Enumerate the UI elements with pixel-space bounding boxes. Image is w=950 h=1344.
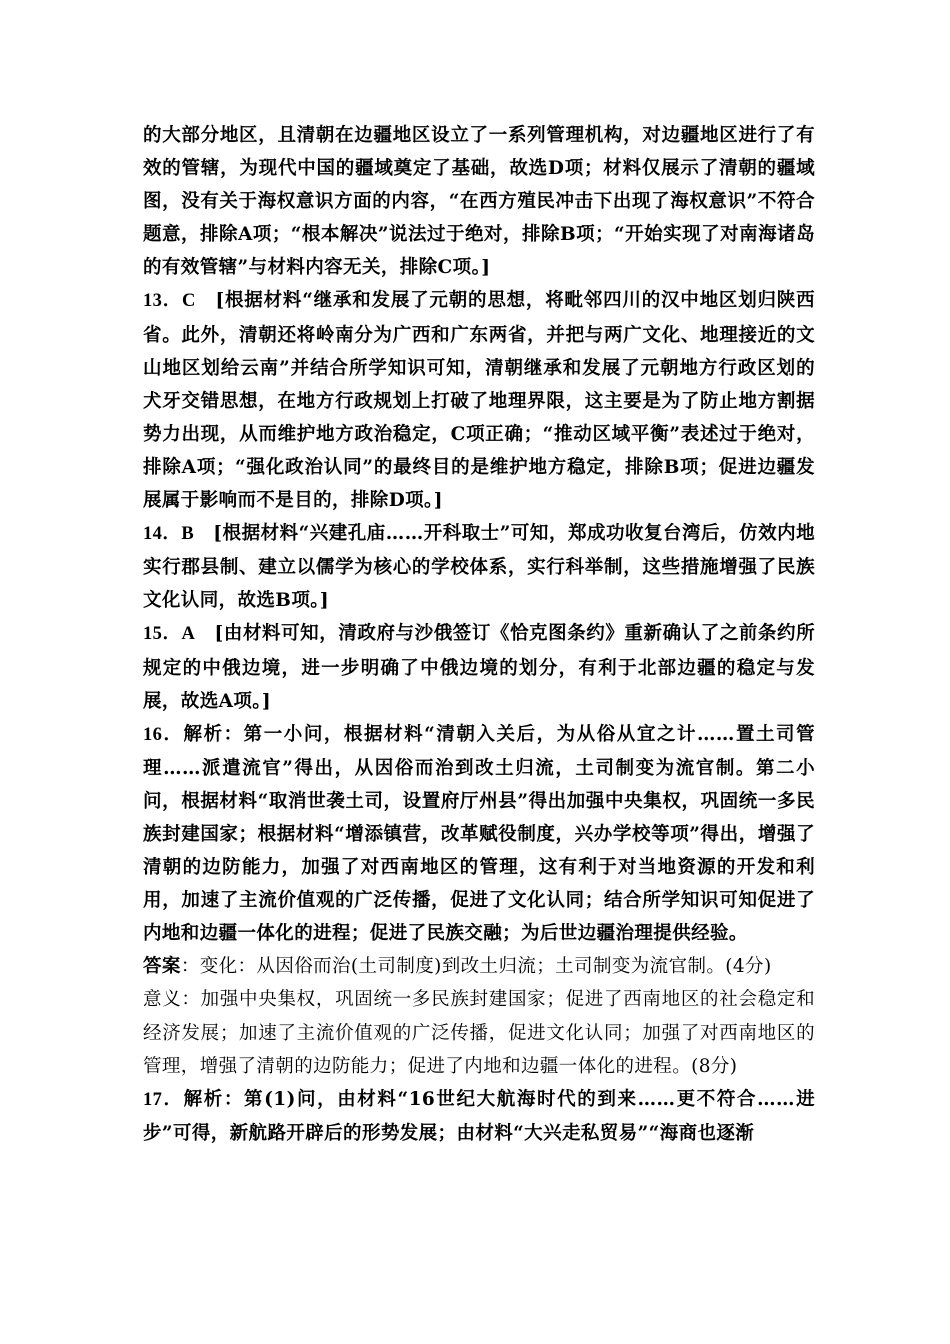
answer-item-17 [143, 1083, 815, 1150]
answer-item-13 [143, 284, 815, 517]
analysis-label: 解析 [183, 723, 224, 745]
item-number: 14．B [143, 524, 195, 545]
item-text: [由材料可知，清政府与沙俄签订《恰克图条约》重新确认了之前条约所规定的中俄边境，进一步明确了中俄边境的划分，有利于北部边疆的稳定与发展，故选A项。] [143, 623, 815, 712]
answer-text: 意义：加强中央集权，巩固统一多民族封建国家；促进了西南地区的社会稳定和经济发展；加速了主流价值观的广泛传播，促进文化认同；加强了对西南地区的管理，增强了清朝的边防能力；促进了内地和边疆一体化的进程。(8分) [143, 989, 815, 1077]
item-number: 15．A [143, 624, 196, 645]
answer-text: ：变化：从因俗而治(土司制度)到改土归流；土司制变为流官制。(4分) [180, 956, 772, 978]
answer-item-15 [143, 617, 815, 717]
analysis-label: 解析 [183, 1088, 224, 1110]
item-number: 16． [143, 724, 184, 745]
answer-line-change [143, 950, 815, 983]
paragraph-text: 的大部分地区，且清朝在边疆地区设立了一系列管理机构，对边疆地区进行了有效的管辖，为现代中国的疆域奠定了基础，故选D项；材料仅展示了清朝的疆域图，没有关于海权意识方面的内容，“在西方殖民冲击下出现了海权意识”不符合题意，排除A项；“根本解决”说法过于绝对，排除B项；“开始实现了对南海诸岛的有效管辖”与材料内容无关，排除C项。] [143, 125, 815, 279]
paragraph-continuation [143, 119, 815, 284]
item-number: 13．C [143, 291, 196, 312]
item-text: [根据材料“兴建孔庙……开科取士”可知，郑成功收复台湾后，仿效内地实行郡县制、建立以儒学为核心的学校体系，实行科举制，这些措施增强了民族文化认同，故选B项。] [143, 523, 815, 612]
item-number: 17． [143, 1089, 184, 1110]
item-text: ：第一小问，根据材料“清朝入关后，为从俗从宜之计……置土司管理……派遣流官”得出，从因俗而治到改土归流，土司制变为流官制。第二小问，根据材料“取消世袭土司，设置府厅州县”得出加强中央集权，巩固统一多民族封建国家；根据材料“增添镇营，改革赋役制度，兴办学校等项”得出，增强了清朝的边防能力，加强了对西南地区的管理，这有利于对当地资源的开发和利用，加速了主流价值观的广泛传播，促进了文化认同；结合所学知识可知促进了内地和边疆一体化的进程；促进了民族交融；为后世边疆治理提供经验。 [143, 723, 815, 945]
document-page [143, 119, 815, 1150]
answer-block-16 [143, 950, 815, 1082]
answer-label: 答案 [143, 956, 181, 978]
answer-line-significance [143, 983, 815, 1082]
answer-item-16 [143, 718, 815, 951]
answer-item-14 [143, 517, 815, 617]
item-text: ：第(1)问，由材料“16世纪大航海时代的到来……更不符合……进步”可得，新航路开辟后的形势发展；由材料“大兴走私贸易”“海商也逐渐 [143, 1088, 815, 1144]
item-text: [根据材料“继承和发展了元朝的思想，将毗邻四川的汉中地区划归陕西省。此外，清朝还将岭南分为广西和广东两省，并把与两广文化、地理接近的文山地区划给云南”并结合所学知识可知，清朝继承和发展了元朝地方行政区划的犬牙交错思想，在地方行政规划上打破了地理界限，这主要是为了防止地方割据势力出现，从而维护地方政治稳定，C项正确；“推动区域平衡”表述过于绝对，排除A项；“强化政治认同”的最终目的是维护地方稳定，排除B项；促进边疆发展属于影响而不是目的，排除D项。] [143, 290, 815, 512]
